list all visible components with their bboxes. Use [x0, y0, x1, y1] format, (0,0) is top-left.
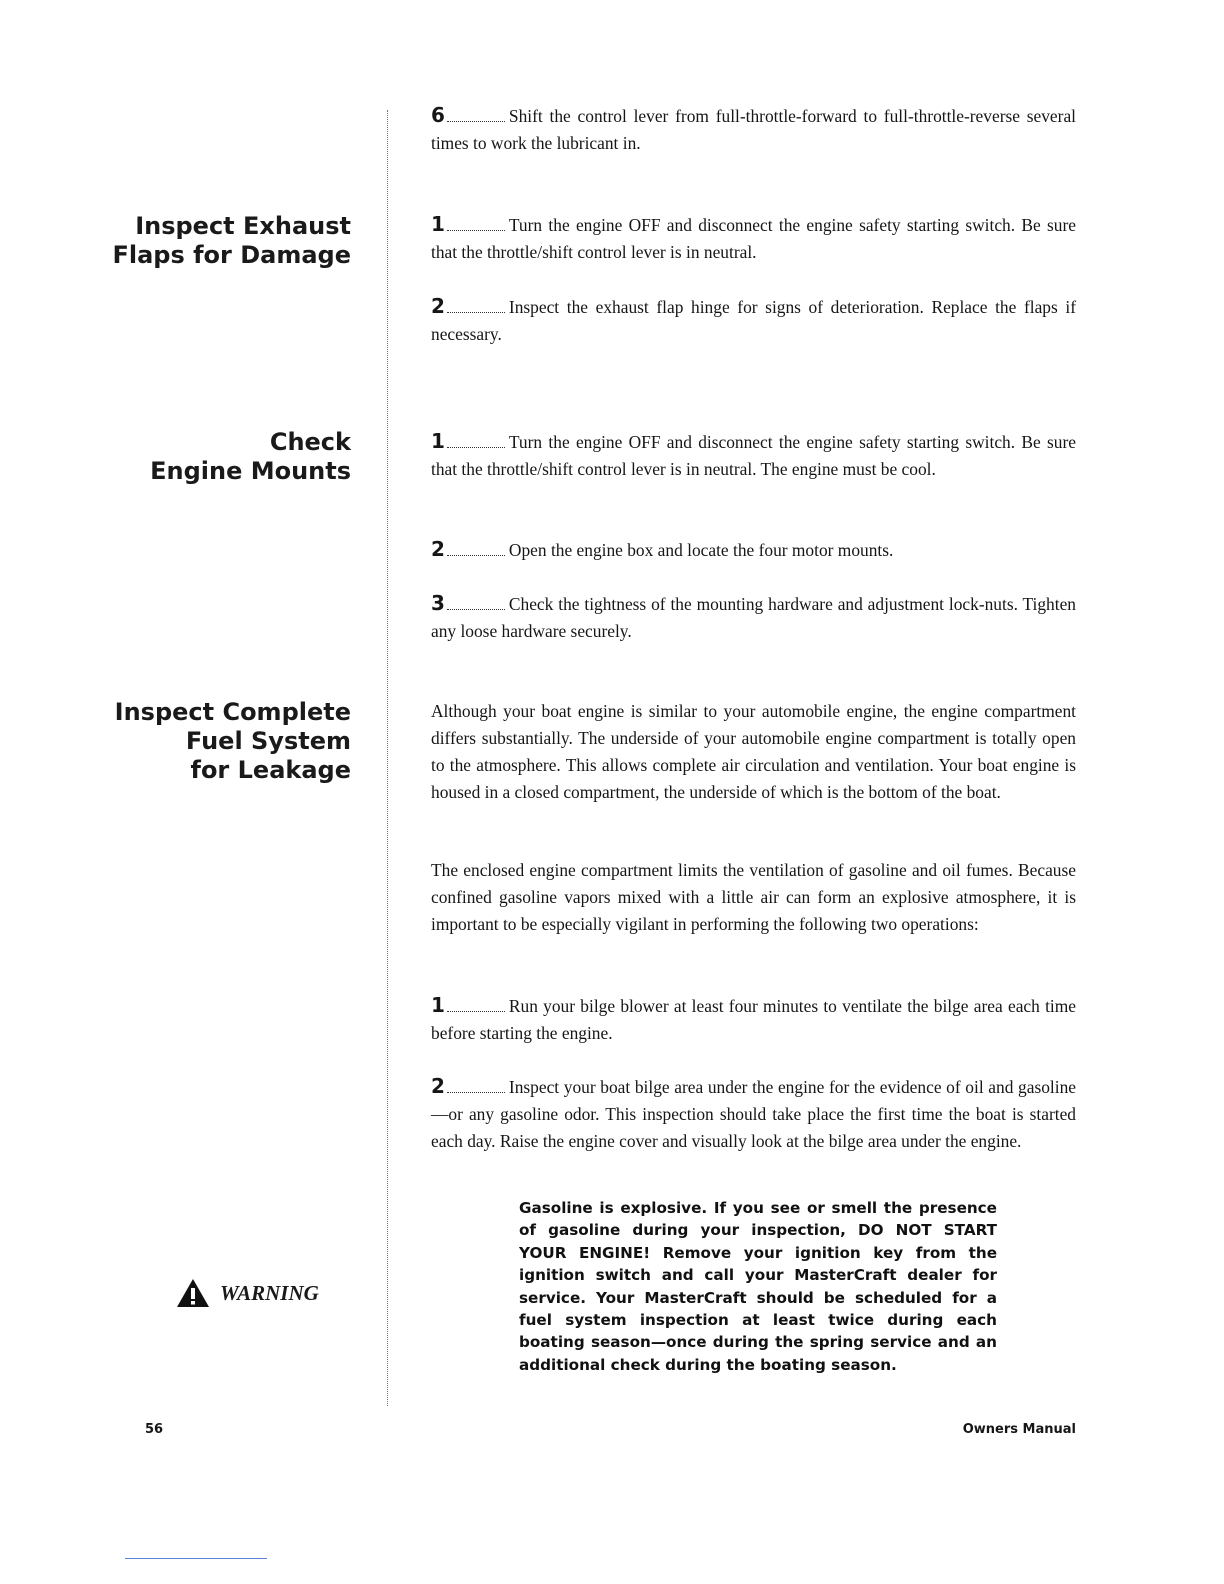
fuel-step-2: [431, 1073, 1076, 1155]
warning-title: WARNING: [220, 1280, 319, 1305]
step-text: Inspect your boat bilge area under the engine for the evidence of oil and gasoline—or any gasoline odor. This inspection should take place the first time the boat is started each day. Raise the engine cover and visually look at the bilge area under the engine.: [431, 1077, 1076, 1151]
fuel-paragraph-1: Although your boat engine is similar to your automobile engine, the engine compartment differs substantially. The underside of your automobile engine compartment is totally open to the atmosphere. This allows complete air circulation and ventilation. Your boat engine is housed in a closed compartment, the underside of which is the bottom of the boat.: [431, 701, 1076, 802]
step-text: Turn the engine OFF and disconnect the engine safety starting switch. Be sure that the throttle/shift control lever is in neutral.: [431, 215, 1076, 262]
continued-step: [431, 102, 1076, 157]
step-text: Shift the control lever from full-throttle-forward to full-throttle-reverse several times to work the lubricant in.: [431, 106, 1076, 153]
step-text: Inspect the exhaust flap hinge for signs of deterioration. Replace the flaps if necessary.: [431, 297, 1076, 344]
heading-inspect-fuel-system: Inspect Complete Fuel System for Leakage: [114, 698, 351, 784]
step-number: 3: [431, 591, 445, 615]
step-number: 2: [431, 294, 445, 318]
dot-leader: [447, 1007, 505, 1012]
step-number: 1: [431, 993, 445, 1017]
step-number: 1: [431, 212, 445, 236]
mounts-step-2: [431, 536, 1076, 564]
step-text: Open the engine box and locate the four motor mounts.: [508, 540, 894, 560]
dot-leader: [447, 308, 505, 313]
dot-leader: [447, 551, 505, 556]
warning-label: [176, 1278, 319, 1308]
step-text: Turn the engine OFF and disconnect the engine safety starting switch. Be sure that the throttle/shift control lever is in neutral. The engine must be cool.: [431, 432, 1076, 479]
dot-leader: [447, 605, 505, 610]
dot-leader: [447, 117, 505, 122]
column-divider: [387, 110, 388, 1406]
exhaust-step-1: [431, 211, 1076, 266]
mounts-step-3: [431, 590, 1076, 645]
bottom-rule: [125, 1558, 267, 1559]
dot-leader: [447, 443, 505, 448]
step-number: 2: [431, 1074, 445, 1098]
step-number: 2: [431, 537, 445, 561]
step-text: Check the tightness of the mounting hardware and adjustment lock-nuts. Tighten any loose hardware securely.: [431, 594, 1076, 641]
manual-title: Owners Manual: [962, 1422, 1076, 1437]
fuel-paragraph-2: The enclosed engine compartment limits the ventilation of gasoline and oil fumes. Because confined gasoline vapors mixed with a little air can form an explosive atmosphere, it is important to be especially vigilant in performing the following two operations:: [431, 860, 1076, 934]
step-number: 1: [431, 429, 445, 453]
exhaust-step-2: [431, 293, 1076, 348]
heading-inspect-exhaust-flaps: Inspect Exhaust Flaps for Damage: [112, 212, 351, 269]
mounts-step-1: [431, 428, 1076, 483]
fuel-step-1: [431, 992, 1076, 1047]
step-text: Run your bilge blower at least four minutes to ventilate the bilge area each time before starting the engine.: [431, 996, 1076, 1043]
step-number: 6: [431, 103, 445, 127]
page-number: 56: [145, 1422, 164, 1437]
dot-leader: [447, 226, 505, 231]
warning-triangle-icon: [176, 1278, 210, 1308]
warning-text: Gasoline is explosive. If you see or smell the presence of gasoline during your inspection, DO NOT START YOUR ENGINE! Remove your ignition key from the ignition switch and call your MasterCraft dealer for service. Your MasterCraft should be scheduled for a fuel system inspection at least twice during each boating season—once during the spring service and an additional check during the boating season.: [519, 1199, 997, 1374]
heading-check-engine-mounts: Check Engine Mounts: [150, 428, 351, 485]
dot-leader: [447, 1088, 505, 1093]
